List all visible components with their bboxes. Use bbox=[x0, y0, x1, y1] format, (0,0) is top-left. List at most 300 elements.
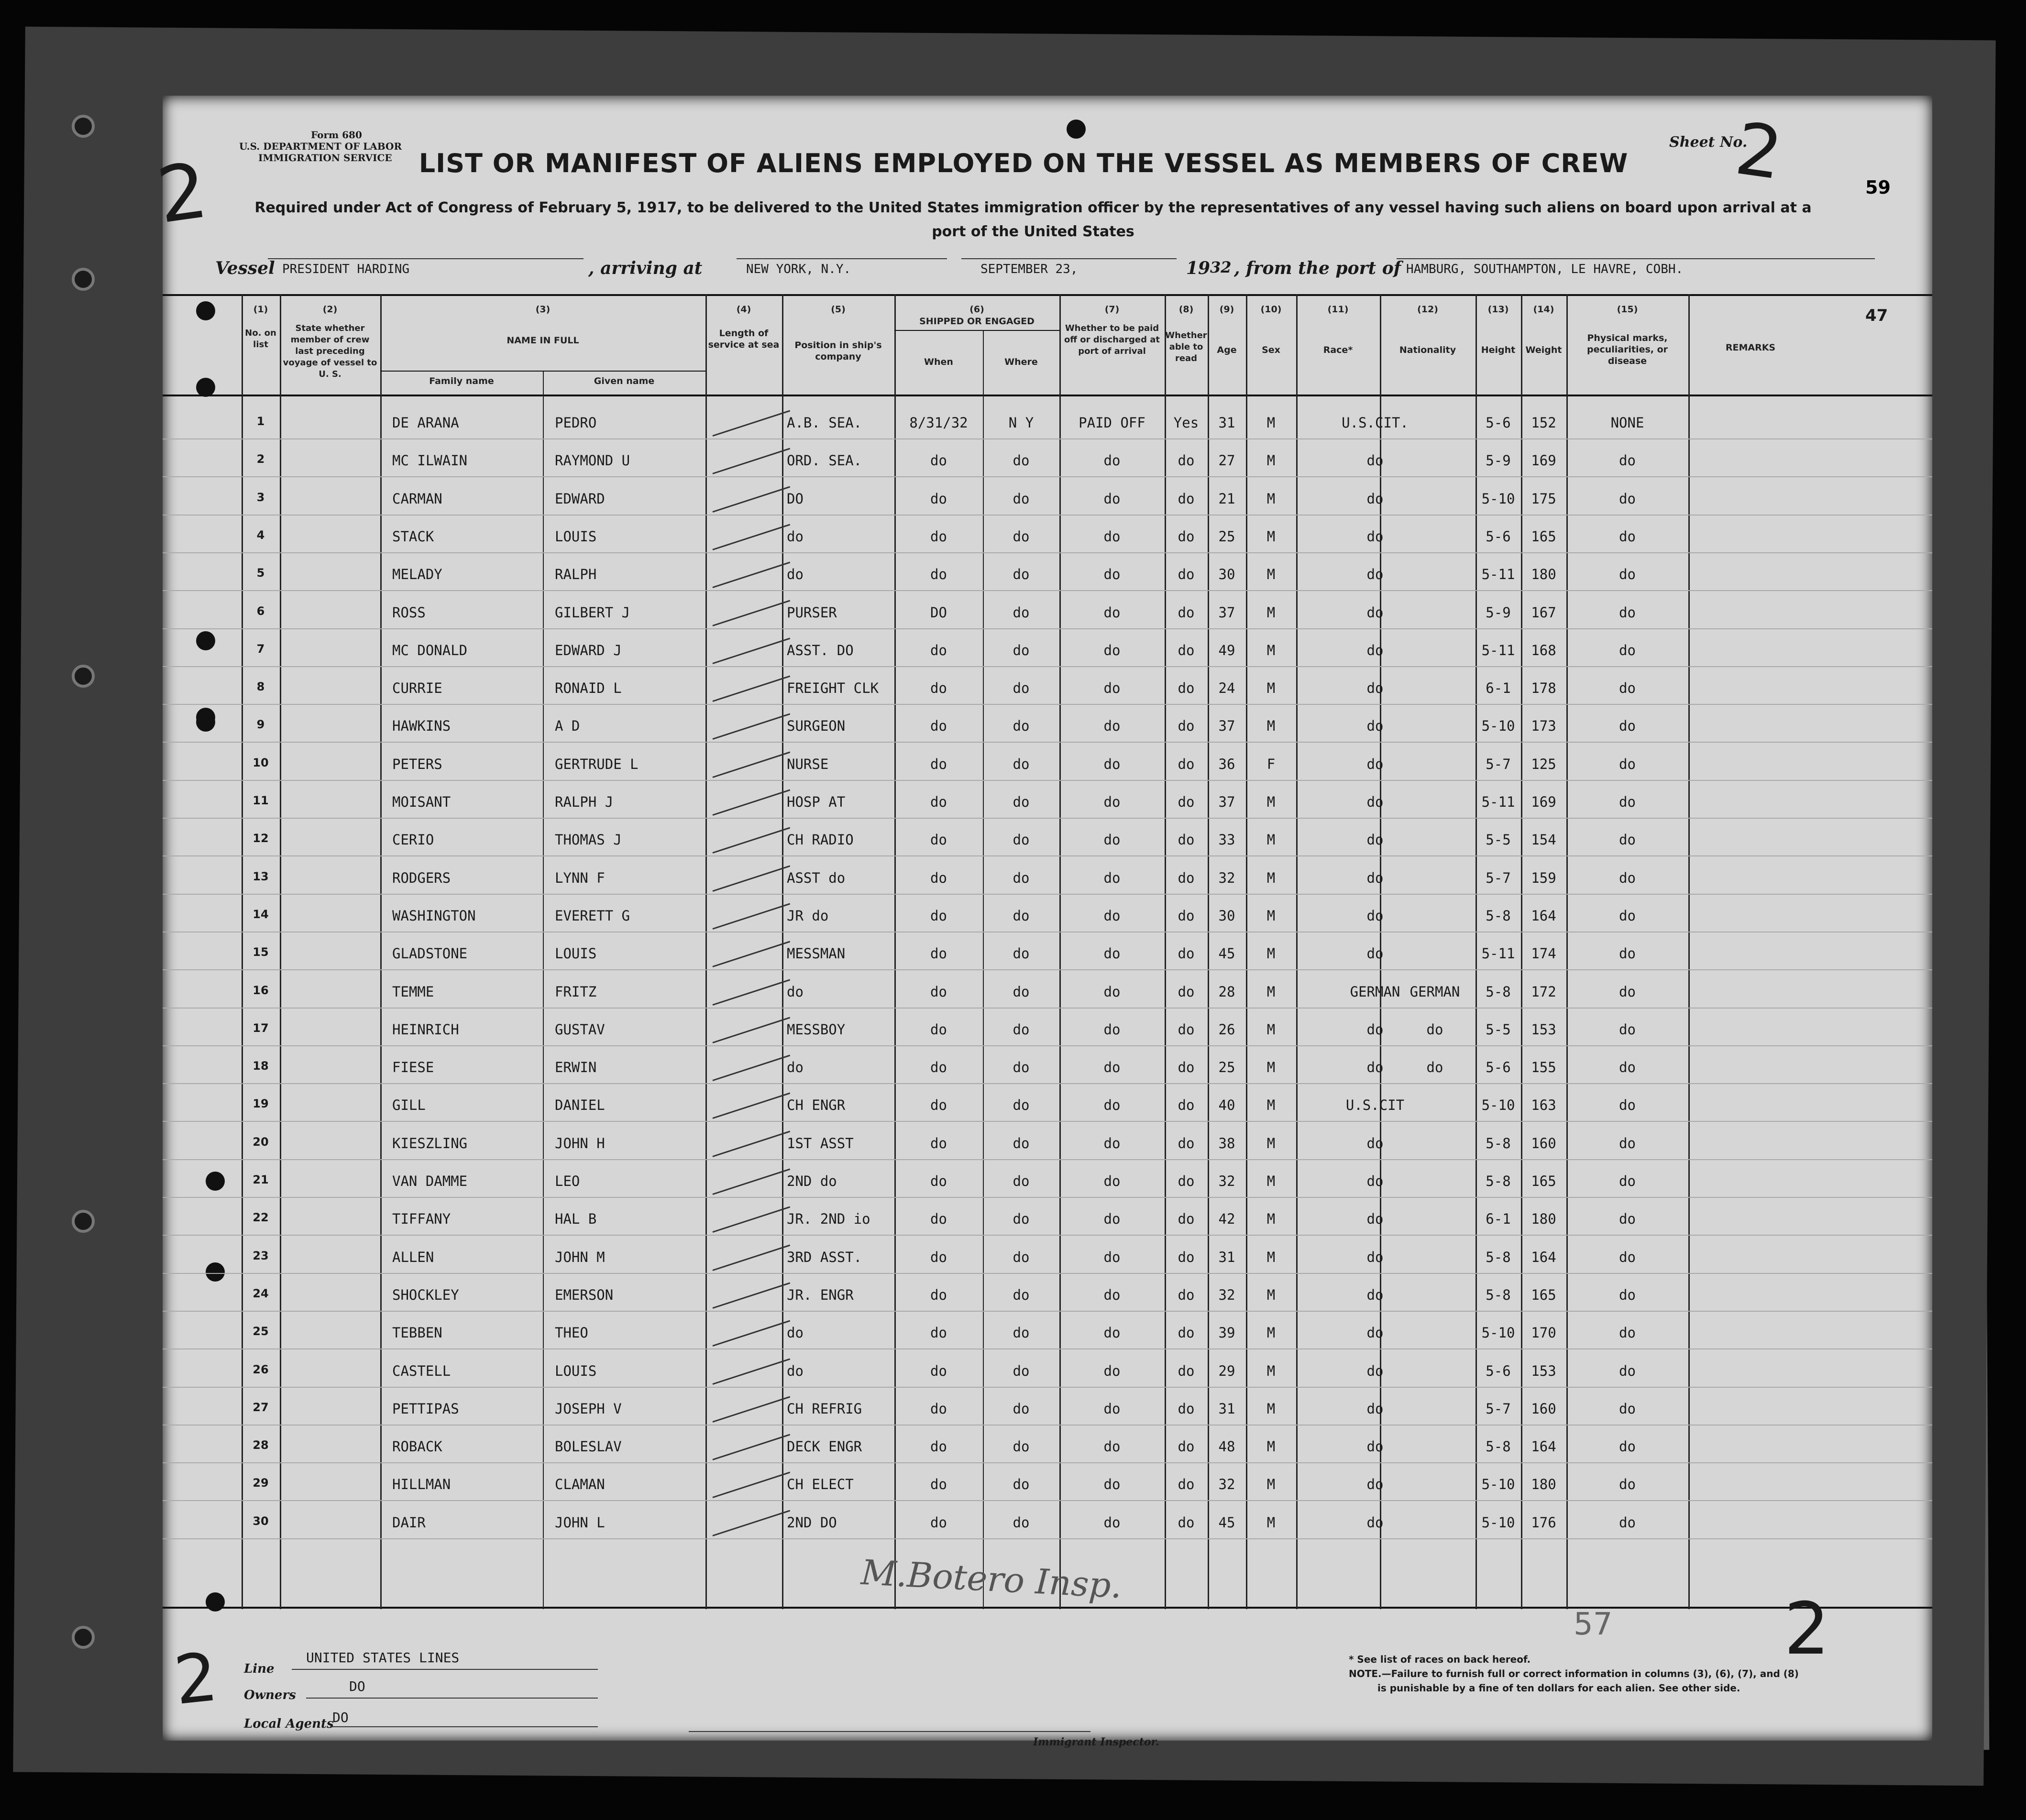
cell-sex: M bbox=[1266, 1097, 1276, 1114]
cell-weight: 164 bbox=[1531, 1249, 1556, 1265]
header-position: Position in ship's company bbox=[794, 340, 882, 362]
cell-no: 5 bbox=[256, 566, 265, 580]
cell-position: do bbox=[787, 983, 804, 1000]
cell-when: do bbox=[930, 490, 947, 507]
cell-paid: do bbox=[1103, 1438, 1121, 1455]
cell-age: 32 bbox=[1218, 1173, 1235, 1189]
check-mark bbox=[713, 789, 791, 816]
cell-marks: do bbox=[1619, 1059, 1636, 1076]
cell-race: do bbox=[1366, 1514, 1384, 1531]
cell-position: DECK ENGR bbox=[787, 1438, 862, 1455]
cell-given: HAL B bbox=[555, 1211, 597, 1228]
cell-marks: do bbox=[1619, 680, 1636, 697]
cell-position: 2ND do bbox=[787, 1173, 837, 1189]
cell-sex: M bbox=[1266, 869, 1276, 886]
cell-read: Yes bbox=[1173, 415, 1199, 431]
cell-position: do bbox=[787, 1059, 804, 1076]
cell-given: EDWARD bbox=[555, 490, 605, 507]
cell-race: do bbox=[1366, 642, 1384, 658]
cell-paid: do bbox=[1103, 1476, 1121, 1493]
cell-height: 5-6 bbox=[1486, 528, 1511, 545]
cell-height: 6-1 bbox=[1486, 1211, 1511, 1228]
cell-race: do bbox=[1366, 832, 1384, 848]
cell-age: 33 bbox=[1218, 832, 1235, 848]
header-where: Where bbox=[1004, 357, 1038, 367]
header-weight: Weight bbox=[1525, 345, 1562, 355]
departure-ports: HAMBURG, SOUTHAMPTON, LE HAVRE, COBH. bbox=[1406, 262, 1684, 276]
binder-hole bbox=[72, 268, 95, 291]
cell-height: 5-11 bbox=[1481, 642, 1515, 658]
cell-position: do bbox=[787, 566, 804, 583]
line-value: UNITED STATES LINES bbox=[306, 1650, 460, 1666]
check-mark bbox=[713, 1244, 791, 1271]
cell-no: 1 bbox=[256, 415, 265, 428]
cell-no: 24 bbox=[253, 1286, 269, 1300]
cell-paid: do bbox=[1103, 718, 1121, 735]
cell-where: do bbox=[1013, 794, 1030, 810]
cell-age: 37 bbox=[1218, 794, 1235, 810]
cell-marks: do bbox=[1619, 869, 1636, 886]
cell-when: do bbox=[930, 832, 947, 848]
cell-read: do bbox=[1178, 1097, 1195, 1114]
cell-age: 37 bbox=[1218, 604, 1235, 621]
cell-paid: do bbox=[1103, 756, 1121, 772]
cell-height: 5-8 bbox=[1486, 1438, 1511, 1455]
cell-race: do bbox=[1366, 718, 1384, 735]
cell-given: EDWARD J bbox=[555, 642, 622, 658]
cell-position: SURGEON bbox=[787, 718, 846, 735]
arrival-year: 32 bbox=[1210, 258, 1232, 276]
check-mark bbox=[713, 751, 791, 778]
cell-sex: M bbox=[1266, 907, 1276, 924]
check-mark bbox=[713, 865, 791, 891]
cell-sex: M bbox=[1266, 490, 1276, 507]
cell-no: 23 bbox=[253, 1249, 269, 1262]
cell-read: do bbox=[1178, 1021, 1195, 1038]
cell-weight: 165 bbox=[1531, 1286, 1556, 1303]
cell-read: do bbox=[1178, 1476, 1195, 1493]
cell-height: 5-10 bbox=[1481, 1514, 1515, 1531]
cell-read: do bbox=[1178, 1325, 1195, 1341]
cell-given: BOLESLAV bbox=[555, 1438, 622, 1455]
col-number: (1) bbox=[253, 304, 268, 315]
cell-no: 15 bbox=[253, 945, 269, 959]
handwritten-number: 2 bbox=[1784, 1588, 1830, 1671]
cell-paid: do bbox=[1103, 1400, 1121, 1417]
cell-position: 1ST ASST bbox=[787, 1135, 854, 1151]
cell-race: do bbox=[1366, 1211, 1384, 1228]
cell-family: PETERS bbox=[392, 756, 442, 772]
cell-weight: 178 bbox=[1531, 680, 1556, 697]
cell-family: STACK bbox=[392, 528, 434, 545]
cell-when: do bbox=[930, 1021, 947, 1038]
cell-family: HAWKINS bbox=[392, 718, 451, 735]
check-mark bbox=[713, 1320, 791, 1347]
cell-where: do bbox=[1013, 1135, 1030, 1151]
cell-paid: do bbox=[1103, 869, 1121, 886]
cell-family: SHOCKLEY bbox=[392, 1286, 459, 1303]
header-nationality: Nationality bbox=[1399, 345, 1456, 355]
cell-marks: do bbox=[1619, 794, 1636, 810]
cell-race: U.S.CIT bbox=[1345, 1097, 1405, 1114]
header-remarks: REMARKS bbox=[1725, 342, 1776, 353]
header-paid-off: Whether to be paid off or discharged at port of arrival bbox=[1064, 323, 1160, 356]
cell-position: CH ENGR bbox=[787, 1097, 846, 1114]
cell-no: 11 bbox=[253, 794, 269, 807]
cell-sex: M bbox=[1266, 1362, 1276, 1379]
col-number: (8) bbox=[1178, 304, 1194, 315]
cell-read: do bbox=[1178, 1059, 1195, 1076]
cell-where: do bbox=[1013, 452, 1030, 469]
page-subtitle: Required under Act of Congress of February 5, 1917, to be delivered to the United States immigration officer by the representatives of any vessel having such aliens on board upon arrival at a port of the United States bbox=[254, 199, 1812, 240]
agents-value: DO bbox=[332, 1710, 349, 1725]
check-mark bbox=[713, 1472, 791, 1498]
cell-age: 29 bbox=[1218, 1362, 1235, 1379]
cell-family: MOISANT bbox=[392, 794, 451, 810]
vessel-name: PRESIDENT HARDING bbox=[282, 262, 410, 276]
cell-race: do bbox=[1366, 528, 1384, 545]
binder-hole bbox=[72, 1210, 95, 1233]
cell-where: do bbox=[1013, 945, 1030, 962]
cell-no: 2 bbox=[256, 452, 265, 466]
cell-age: 37 bbox=[1218, 718, 1235, 735]
cell-family: MC ILWAIN bbox=[392, 452, 468, 469]
cell-no: 7 bbox=[256, 642, 265, 656]
cell-when: do bbox=[930, 1438, 947, 1455]
cell-weight: 155 bbox=[1531, 1059, 1556, 1076]
cell-given: LYNN F bbox=[555, 869, 605, 886]
cell-position: JR. 2ND io bbox=[787, 1211, 870, 1228]
cell-marks: do bbox=[1619, 528, 1636, 545]
header-given-name: Given name bbox=[594, 376, 655, 386]
cell-given: LOUIS bbox=[555, 945, 597, 962]
cell-height: 5-10 bbox=[1481, 1325, 1515, 1341]
cell-paid: do bbox=[1103, 604, 1121, 621]
cell-age: 25 bbox=[1218, 1059, 1235, 1076]
cell-where: do bbox=[1013, 1438, 1030, 1455]
cell-paid: do bbox=[1103, 566, 1121, 583]
cell-given: RAYMOND U bbox=[555, 452, 630, 469]
cell-where: do bbox=[1013, 528, 1030, 545]
cell-paid: do bbox=[1103, 1514, 1121, 1531]
check-mark bbox=[713, 713, 791, 740]
cell-no: 13 bbox=[253, 869, 269, 883]
cell-family: WASHINGTON bbox=[392, 907, 476, 924]
cell-given: RONAID L bbox=[555, 680, 622, 697]
cell-where: do bbox=[1013, 869, 1030, 886]
cell-family: ROBACK bbox=[392, 1438, 442, 1455]
cell-sex: M bbox=[1266, 1325, 1276, 1341]
cell-family: CERIO bbox=[392, 832, 434, 848]
check-mark bbox=[713, 1358, 791, 1384]
cell-race: do bbox=[1366, 1249, 1384, 1265]
cell-height: 5-8 bbox=[1486, 1135, 1511, 1151]
cell-read: do bbox=[1178, 1135, 1195, 1151]
cell-sex: M bbox=[1266, 452, 1276, 469]
header-physical: Physical marks, peculiarities, or disease bbox=[1586, 333, 1668, 366]
cell-weight: 153 bbox=[1531, 1021, 1556, 1038]
col-number: (5) bbox=[831, 304, 846, 315]
cell-no: 10 bbox=[253, 756, 269, 769]
cell-read: do bbox=[1178, 832, 1195, 848]
header-race: Race* bbox=[1323, 345, 1353, 355]
header-sex: Sex bbox=[1262, 345, 1280, 355]
check-mark bbox=[713, 1093, 791, 1119]
cell-position: ASST. DO bbox=[787, 642, 854, 658]
cell-race: do bbox=[1366, 1059, 1384, 1076]
cell-age: 24 bbox=[1218, 680, 1235, 697]
cell-age: 40 bbox=[1218, 1097, 1235, 1114]
cell-sex: M bbox=[1266, 832, 1276, 848]
cell-when: do bbox=[930, 1286, 947, 1303]
line-label: Line bbox=[244, 1662, 275, 1676]
cell-read: do bbox=[1178, 1249, 1195, 1265]
check-mark bbox=[713, 410, 791, 437]
cell-weight: 176 bbox=[1531, 1514, 1556, 1531]
cell-age: 30 bbox=[1218, 907, 1235, 924]
cell-family: ROSS bbox=[392, 604, 426, 621]
cell-race: do bbox=[1366, 452, 1384, 469]
cell-read: do bbox=[1178, 1438, 1195, 1455]
cell-race: GERMAN bbox=[1350, 983, 1400, 1000]
cell-family: CASTELL bbox=[392, 1362, 451, 1379]
cell-paid: do bbox=[1103, 1173, 1121, 1189]
cell-position: 2ND DO bbox=[787, 1514, 837, 1531]
cell-weight: 170 bbox=[1531, 1325, 1556, 1341]
cell-position: CH REFRIG bbox=[787, 1400, 862, 1417]
cell-nat: do bbox=[1426, 1021, 1443, 1038]
check-mark bbox=[713, 903, 791, 929]
cell-when: do bbox=[930, 1059, 947, 1076]
cell-age: 28 bbox=[1218, 983, 1235, 1000]
cell-read: do bbox=[1178, 1286, 1195, 1303]
cell-read: do bbox=[1178, 1400, 1195, 1417]
cell-no: 4 bbox=[256, 528, 265, 542]
header-when: When bbox=[924, 357, 953, 367]
cell-age: 26 bbox=[1218, 1021, 1235, 1038]
cell-family: ALLEN bbox=[392, 1249, 434, 1265]
cell-race: do bbox=[1366, 1400, 1384, 1417]
cell-given: FRITZ bbox=[555, 983, 597, 1000]
cell-given: CLAMAN bbox=[555, 1476, 605, 1493]
cell-height: 5-6 bbox=[1486, 415, 1511, 431]
cell-no: 9 bbox=[256, 718, 265, 732]
cell-height: 5-5 bbox=[1486, 1021, 1511, 1038]
cell-race: do bbox=[1366, 1362, 1384, 1379]
cell-where: do bbox=[1013, 642, 1030, 658]
cell-position: do bbox=[787, 528, 804, 545]
cell-position: JR do bbox=[787, 907, 829, 924]
cell-read: do bbox=[1178, 1173, 1195, 1189]
header-no-on-list: No. on list bbox=[245, 328, 276, 350]
cell-sex: M bbox=[1266, 1249, 1276, 1265]
header-length-service: Length of service at sea bbox=[708, 328, 780, 350]
cell-no: 30 bbox=[253, 1514, 269, 1528]
cell-marks: do bbox=[1619, 718, 1636, 735]
cell-when: do bbox=[930, 452, 947, 469]
check-mark bbox=[713, 637, 791, 664]
cell-no: 14 bbox=[253, 907, 269, 921]
cell-weight: 165 bbox=[1531, 1173, 1556, 1189]
cell-when: do bbox=[930, 528, 947, 545]
cell-position: CH ELECT bbox=[787, 1476, 854, 1493]
binder-hole bbox=[72, 115, 95, 138]
cell-race: do bbox=[1366, 566, 1384, 583]
cell-weight: 125 bbox=[1531, 756, 1556, 772]
cell-given: JOHN H bbox=[555, 1135, 605, 1151]
cell-sex: M bbox=[1266, 1400, 1276, 1417]
cell-read: do bbox=[1178, 490, 1195, 507]
cell-given: EVERETT G bbox=[555, 907, 630, 924]
header-state-whether: State whether member of crew last preceding voyage of vessel to U. S. bbox=[283, 323, 377, 379]
cell-where: do bbox=[1013, 1286, 1030, 1303]
cell-read: do bbox=[1178, 907, 1195, 924]
page-title: LIST OR MANIFEST OF ALIENS EMPLOYED ON THE VESSEL AS MEMBERS OF CREW bbox=[418, 148, 1629, 178]
cell-read: do bbox=[1178, 642, 1195, 658]
cell-where: do bbox=[1013, 490, 1030, 507]
cell-family: TIFFANY bbox=[392, 1211, 451, 1228]
cell-no: 28 bbox=[253, 1438, 269, 1452]
cell-weight: 173 bbox=[1531, 718, 1556, 735]
cell-when: do bbox=[930, 1249, 947, 1265]
cell-height: 5-7 bbox=[1486, 1400, 1511, 1417]
cell-read: do bbox=[1178, 983, 1195, 1000]
cell-where: do bbox=[1013, 1173, 1030, 1189]
cell-marks: do bbox=[1619, 1249, 1636, 1265]
cell-paid: do bbox=[1103, 452, 1121, 469]
cell-height: 5-11 bbox=[1481, 794, 1515, 810]
cell-marks: do bbox=[1619, 983, 1636, 1000]
cell-family: PETTIPAS bbox=[392, 1400, 459, 1417]
cell-position: NURSE bbox=[787, 756, 829, 772]
cell-weight: 160 bbox=[1531, 1135, 1556, 1151]
check-mark bbox=[713, 941, 791, 967]
cell-when: do bbox=[930, 1325, 947, 1341]
cell-position: FREIGHT CLK bbox=[787, 680, 879, 697]
agents-label: Local Agents bbox=[244, 1717, 334, 1731]
cell-weight: 163 bbox=[1531, 1097, 1556, 1114]
cell-age: 36 bbox=[1218, 756, 1235, 772]
cell-where: do bbox=[1013, 1097, 1030, 1114]
cell-paid: do bbox=[1103, 528, 1121, 545]
arrival-port: NEW YORK, N.Y. bbox=[746, 262, 851, 276]
cell-read: do bbox=[1178, 452, 1195, 469]
cell-weight: 159 bbox=[1531, 869, 1556, 886]
cell-age: 49 bbox=[1218, 642, 1235, 658]
cell-given: GERTRUDE L bbox=[555, 756, 639, 772]
cell-height: 5-5 bbox=[1486, 832, 1511, 848]
cell-race: do bbox=[1366, 1173, 1384, 1189]
cell-paid: do bbox=[1103, 1362, 1121, 1379]
col-number: (7) bbox=[1104, 304, 1120, 315]
check-mark bbox=[713, 676, 791, 702]
check-mark bbox=[713, 1510, 791, 1536]
header-name-in-full: NAME IN FULL bbox=[506, 335, 579, 346]
cell-weight: 165 bbox=[1531, 528, 1556, 545]
cell-given: LOUIS bbox=[555, 528, 597, 545]
cell-weight: 169 bbox=[1531, 452, 1556, 469]
cell-given: GILBERT J bbox=[555, 604, 630, 621]
crew-table bbox=[163, 294, 1932, 1609]
cell-race: do bbox=[1366, 1021, 1384, 1038]
cell-weight: 164 bbox=[1531, 1438, 1556, 1455]
cell-family: FIESE bbox=[392, 1059, 434, 1076]
cell-age: 39 bbox=[1218, 1325, 1235, 1341]
cell-family: KIESZLING bbox=[392, 1135, 468, 1151]
cell-marks: do bbox=[1619, 642, 1636, 658]
col-number: (14) bbox=[1533, 304, 1554, 315]
cell-when: do bbox=[930, 945, 947, 962]
cell-where: do bbox=[1013, 1476, 1030, 1493]
header-age: Age bbox=[1217, 345, 1237, 355]
cell-given: JOHN L bbox=[555, 1514, 605, 1531]
cell-race: do bbox=[1366, 680, 1384, 697]
punch-hole bbox=[1067, 120, 1086, 139]
cell-where: do bbox=[1013, 604, 1030, 621]
check-mark bbox=[713, 1130, 791, 1157]
col-number: (11) bbox=[1327, 304, 1349, 315]
cell-no: 25 bbox=[253, 1325, 269, 1338]
check-mark bbox=[713, 1282, 791, 1308]
cell-weight: 153 bbox=[1531, 1362, 1556, 1379]
stamp-number: 59 bbox=[1865, 177, 1891, 198]
cell-marks: do bbox=[1619, 1173, 1636, 1189]
cell-weight: 180 bbox=[1531, 1476, 1556, 1493]
cell-weight: 172 bbox=[1531, 983, 1556, 1000]
cell-no: 3 bbox=[256, 490, 265, 504]
cell-sex: M bbox=[1266, 794, 1276, 810]
cell-where: do bbox=[1013, 1249, 1030, 1265]
sheet-number-label: Sheet No. bbox=[1669, 134, 1748, 151]
cell-family: HEINRICH bbox=[392, 1021, 459, 1038]
cell-height: 5-10 bbox=[1481, 490, 1515, 507]
col-number: (4) bbox=[736, 304, 751, 315]
check-mark bbox=[713, 486, 791, 512]
cell-age: 42 bbox=[1218, 1211, 1235, 1228]
cell-race: do bbox=[1366, 869, 1384, 886]
cell-position: 3RD ASST. bbox=[787, 1249, 862, 1265]
cell-weight: 154 bbox=[1531, 832, 1556, 848]
cell-paid: do bbox=[1103, 832, 1121, 848]
cell-no: 21 bbox=[253, 1173, 269, 1186]
cell-marks: do bbox=[1619, 1097, 1636, 1114]
check-mark bbox=[713, 600, 791, 626]
cell-race: do bbox=[1366, 794, 1384, 810]
cell-weight: 175 bbox=[1531, 490, 1556, 507]
cell-age: 48 bbox=[1218, 1438, 1235, 1455]
header-height: Height bbox=[1481, 345, 1516, 355]
cell-weight: 169 bbox=[1531, 794, 1556, 810]
cell-marks: do bbox=[1619, 756, 1636, 772]
inspector-signature: M.Botero Insp. bbox=[860, 1552, 1123, 1606]
cell-age: 45 bbox=[1218, 1514, 1235, 1531]
cell-race: do bbox=[1366, 1135, 1384, 1151]
cell-family: DAIR bbox=[392, 1514, 426, 1531]
cell-paid: do bbox=[1103, 945, 1121, 962]
cell-paid: do bbox=[1103, 642, 1121, 658]
cell-race: do bbox=[1366, 945, 1384, 962]
cell-paid: do bbox=[1103, 1097, 1121, 1114]
cell-marks: do bbox=[1619, 566, 1636, 583]
pencil-note: 57 bbox=[1574, 1607, 1613, 1642]
check-mark bbox=[713, 562, 791, 588]
cell-read: do bbox=[1178, 604, 1195, 621]
cell-paid: do bbox=[1103, 490, 1121, 507]
cell-weight: 180 bbox=[1531, 1211, 1556, 1228]
cell-given: RALPH bbox=[555, 566, 597, 583]
col-number: (3) bbox=[535, 304, 551, 315]
cell-position: A.B. SEA. bbox=[787, 415, 862, 431]
